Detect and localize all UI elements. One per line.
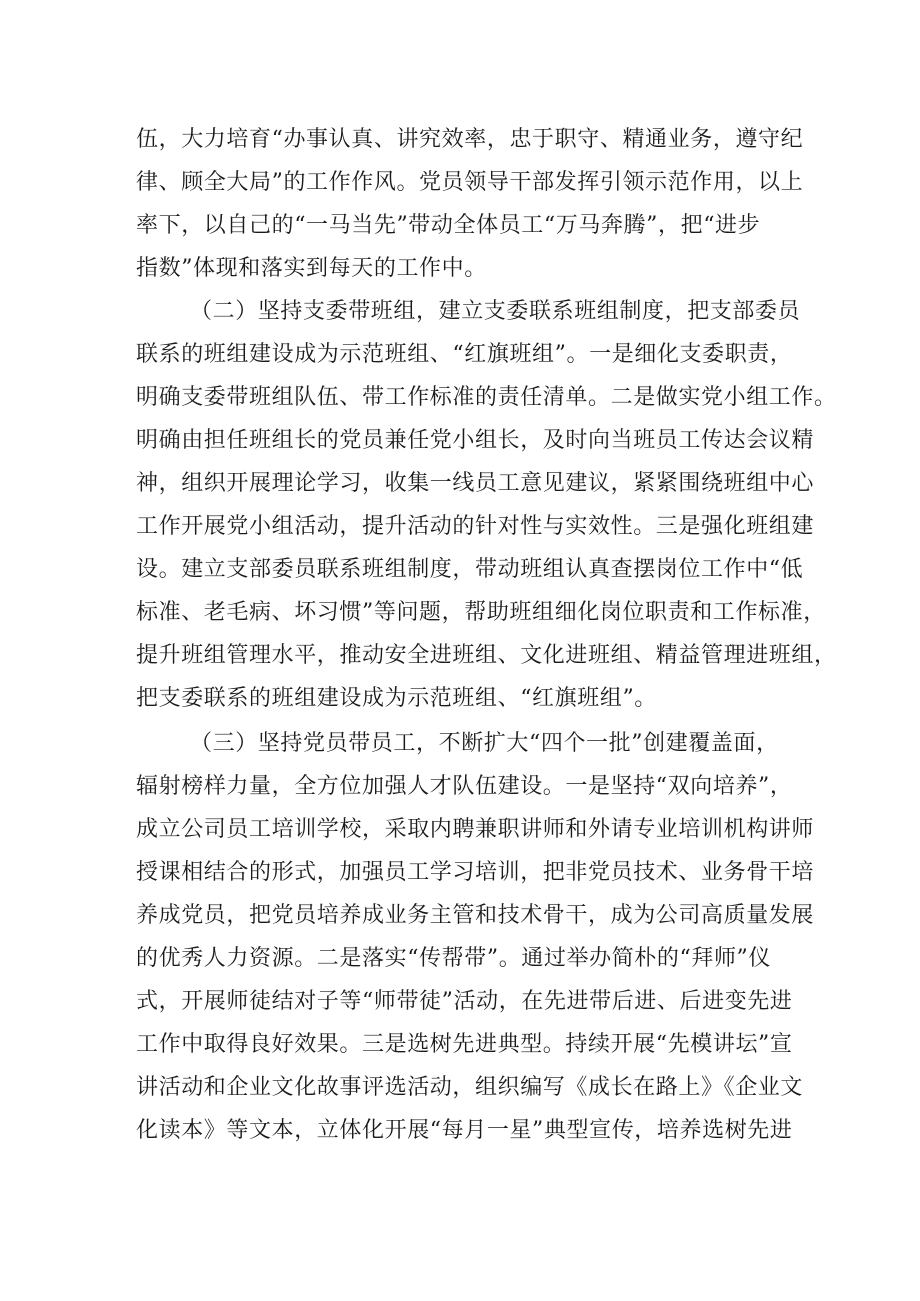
paragraph-3-line-7: 式，开展师徒结对子等“师带徒”活动，在先进带后进、后进变先进: [136, 989, 793, 1014]
paragraph-2-line-10: 把支委联系的班组建设成为示范班组、“红旗班组”。: [136, 686, 657, 711]
paragraph-2-line-3: 明确支委带班组队伍、带工作标准的责任清单。二是做实党小组工作。: [136, 385, 837, 410]
paragraph-1-line-3: 率下，以自己的“一马当先”带动全体员工“万马奔腾”，把“进步: [136, 213, 761, 238]
paragraph-2-line-6: 工作开展党小组活动，提升活动的针对性与实效性。三是强化班组建: [136, 514, 815, 539]
paragraph-2-line-7: 设。建立支部委员联系班组制度，带动班组认真查摆岗位工作中“低: [136, 557, 804, 582]
paragraph-3-line-1: （三）坚持党员带员工，不断扩大“四个一批”创建覆盖面，: [190, 731, 779, 756]
paragraph-3-line-8: 工作中取得良好效果。三是选树先进典型。持续开展“先模讲坛”宣: [136, 1032, 793, 1057]
paragraph-3-line-3: 成立公司员工培训学校，采取内聘兼职讲师和外请专业培训机构讲师: [136, 817, 815, 842]
paragraph-2-line-8: 标准、老毛病、坏习惯”等问题，帮助班组细化岗位职责和工作标准，: [136, 600, 826, 625]
paragraph-3-line-10: 化读本》等文本，立体化开展“每月一星”典型宣传，培养选树先进: [136, 1118, 793, 1143]
paragraph-2-line-9: 提升班组管理水平，推动安全进班组、文化进班组、精益管理进班组，: [136, 643, 837, 668]
paragraph-2-line-4: 明确由担任班组长的党员兼任党小组长，及时向当班员工传达会议精: [136, 428, 815, 453]
paragraph-1-line-4: 指数”体现和落实到每天的工作中。: [136, 256, 487, 281]
paragraph-3-line-6: 的优秀人力资源。二是落实“传帮带”。通过举办简朴的“拜师”仪: [136, 946, 771, 971]
paragraph-2-line-1: （二）坚持支委带班组，建立支委联系班组制度，把支部委员: [190, 299, 801, 324]
paragraph-3-line-4: 授课相结合的形式，加强员工学习培训，把非党员技术、业务骨干培: [136, 860, 815, 885]
paragraph-3-line-9: 讲活动和企业文化故事评选活动，组织编写《成长在路上》《企业文: [136, 1075, 804, 1100]
paragraph-1-line-2: 律、顾全大局”的工作作风。党员领导干部发挥引领示范作用，以上: [136, 170, 804, 195]
paragraph-2-line-5: 神，组织开展理论学习，收集一线员工意见建议，紧紧围绕班组中心: [136, 471, 815, 496]
paragraph-3-line-5: 养成党员，把党员培养成业务主管和技术骨干，成为公司高质量发展: [136, 903, 815, 928]
paragraph-1-line-1: 伍，大力培育“办事认真、讲究效率，忠于职守、精通业务，遵守纪: [136, 127, 804, 152]
paragraph-3-line-2: 辐射榜样力量，全方位加强人才队伍建设。一是坚持“双向培养”，: [136, 774, 793, 799]
paragraph-2-line-2: 联系的班组建设成为示范班组、“红旗班组”。一是细化支委职责，: [136, 342, 793, 367]
